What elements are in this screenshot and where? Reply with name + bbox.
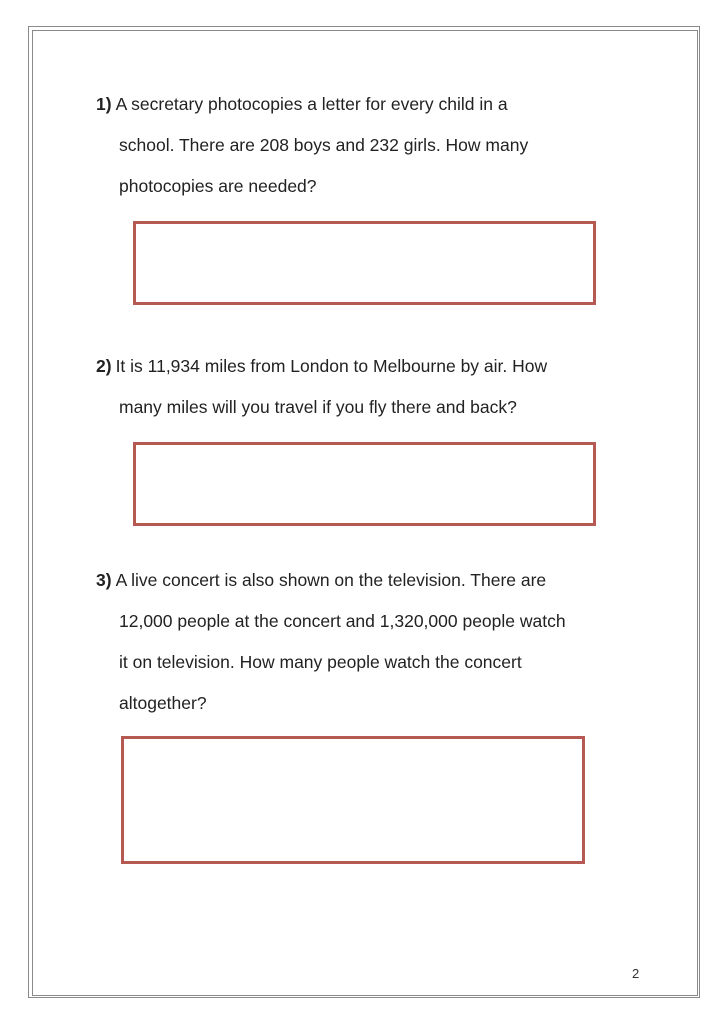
question-1-line-3: photocopies are needed?: [119, 176, 317, 196]
question-3-line-3: it on television. How many people watch the concert: [119, 652, 522, 672]
question-1: [96, 84, 656, 207]
question-1-line-1: 1) A secretary photocopies a letter for every child in a: [96, 94, 508, 114]
question-1-line-2: school. There are 208 boys and 232 girls. How many: [119, 135, 529, 155]
question-1-number: 1): [96, 94, 112, 114]
answer-box-2[interactable]: [133, 442, 596, 526]
answer-box-1[interactable]: [133, 221, 596, 305]
page-number: 2: [632, 966, 640, 981]
question-2-line-2: many miles will you travel if you fly there and back?: [119, 397, 517, 417]
question-3-number: 3): [96, 570, 112, 590]
question-3-line-2: 12,000 people at the concert and 1,320,000 people watch: [119, 611, 566, 631]
answer-box-3[interactable]: [121, 736, 585, 864]
question-3-line-1: 3) A live concert is also shown on the television. There are: [96, 570, 547, 590]
question-2: [96, 346, 656, 428]
question-3: [96, 560, 656, 724]
question-2-number: 2): [96, 356, 112, 376]
question-3-line-4: altogether?: [119, 693, 207, 713]
question-2-line-1: 2) It is 11,934 miles from London to Melbourne by air. How: [96, 356, 548, 376]
